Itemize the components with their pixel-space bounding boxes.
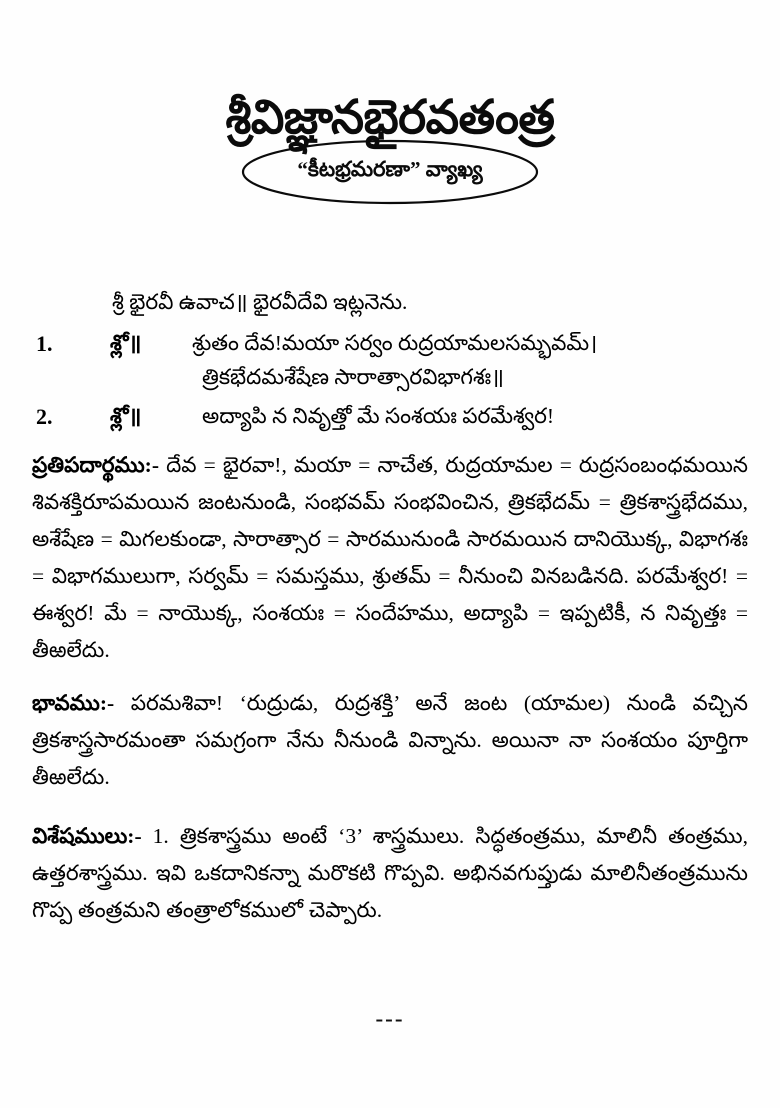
subtitle-badge xyxy=(240,139,540,205)
meaning-paragraph xyxy=(32,685,748,796)
verse-label: శ్లో॥ xyxy=(110,330,142,355)
meaning-label: భావము:- xyxy=(32,690,115,715)
verse-item xyxy=(32,399,748,435)
gloss-label: ప్రతిపదార్థము:- xyxy=(32,452,160,477)
verse-line: త్రికభేదమశేషేణ సారాత్సారవిభాగశః॥ xyxy=(202,365,505,390)
masthead xyxy=(0,92,780,205)
verse-lines xyxy=(192,399,748,434)
notes-label: విశేషములు:- xyxy=(32,823,142,848)
verse-list xyxy=(32,326,748,435)
notes-paragraph xyxy=(32,818,748,929)
verse-number: 1. xyxy=(36,330,53,356)
verse-label: శ్లో॥ xyxy=(110,404,142,429)
verse-line: అద్యాపి న నివృత్తో మే సంశయః పరమేశ్వర! xyxy=(202,404,555,429)
verse-lines xyxy=(192,326,748,396)
notes-text: 1. త్రికశాస్త్రము అంటే ‘3’ శాస్త్రములు. సిద్ధతంత్రము, మాలినీ తంత్రము, ఉత్తరశాస్త్రము. ఇవి ఒకదానికన్నా మరొకటి గొప్పవి. అభినవగుప్తుడు మాలినీతంత్రమును గొప్ప తంత్రమని తంత్రాలోకములో చెప్పారు. xyxy=(32,823,748,922)
verse-number: 2. xyxy=(36,404,53,430)
gloss-paragraph xyxy=(32,447,748,669)
meaning-text: పరమశివా! ‘రుద్రుడు, రుద్రశక్తి’ అనే జంట (యామల) నుండి వచ్చిన త్రికశాస్త్రసారమంతా సమగ్రంగా నేను నీనుండి విన్నాను. అయినా నా సంశయం పూర్తిగా తీఱలేదు. xyxy=(32,690,748,789)
gloss-text: దేవ = భైరవా!, మయా = నాచేత, రుద్రయామల = రుద్రసంబంధమయిన శివశక్తిరూపమయిన జంటనుండి, సంభవమ్ సంభవించిన, త్రికభేదమ్ = త్రికశాస్త్రభేదము, అశేషేణ = మిగలకుండా, సారాత్సార = సారమునుండి సారమయిన దానియొక్క, విభాగశః = విభాగములుగా, సర్వమ్ = సమస్తము, శ్రుతమ్ = నీనుంచి వినబడినది. పరమేశ్వర! = ఈశ్వర! మే = నాయొక్క, సంశయః = సందేహము, అద్యాపి = ఇప్పటికీ, న నివృత్తః = తీఱలేదు. xyxy=(32,452,748,662)
section-divider: --- xyxy=(375,1006,405,1031)
subtitle-text: “కీటభ్రమరణా” వ్యాఖ్య xyxy=(297,156,483,181)
intro-line: శ్రీ భైరవీ ఉవాచ॥ భైరవీదేవి ఇట్లనెను. xyxy=(112,290,408,314)
verse-line: శ్రుతం దేవ!మయా సర్వం రుద్రయామలసమ్భవమ్। xyxy=(192,330,598,355)
document-body xyxy=(32,288,748,929)
page-title: శ్రీవిజ్ఞానభైరవతంత్ర xyxy=(225,92,555,144)
verse-item xyxy=(32,326,748,396)
